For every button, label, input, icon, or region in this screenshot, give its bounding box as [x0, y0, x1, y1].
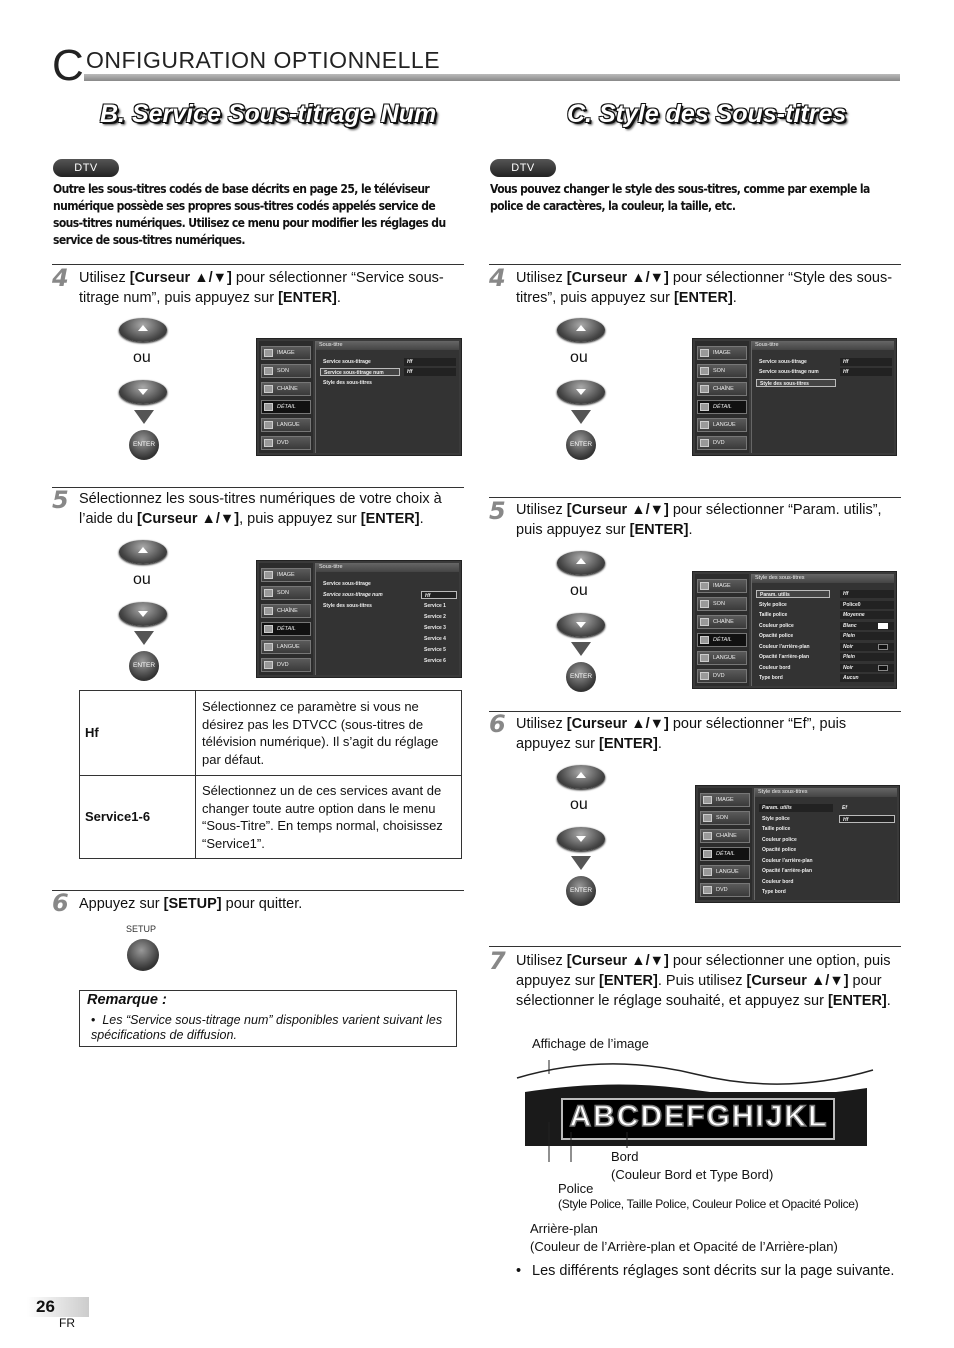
arrow-down-icon [571, 642, 591, 656]
or-label: ou [133, 571, 151, 588]
section-title-left: B. Service Sous-titrage Num [100, 100, 437, 128]
enter-button: ENTER [566, 662, 596, 692]
or-label: ou [570, 582, 588, 599]
step-text: Utilisez [Curseur ▲/▼] pour sélectionner “Style des sous-titres”, puis appuyez sur [ENTER]. [516, 270, 893, 306]
enter-button: ENTER [566, 430, 596, 460]
edge-label: Bord (Couleur Bord et Type Bord) [611, 1149, 774, 1182]
step-text: Utilisez [Curseur ▲/▼] pour sélectionner “Ef”, puis appuyez sur [ENTER]. [516, 716, 847, 752]
enter-button: ENTER [129, 651, 159, 681]
header-rule [84, 74, 900, 81]
menu-screenshot: IMAGE SON CHAÎNE DÉTAIL LANGUE DVD Style des sous-titres Param. utilis Style police Taille police Couleur police Opacité police Couleur l’arrière-plan Opacité l’arrière-plan Couleur bord Type bord Hf Police0 Moyenne Blanc Plein Noir Plein Noir Aucun [692, 571, 897, 689]
arrow-down-icon [571, 856, 591, 870]
color-swatch [878, 623, 888, 629]
remark-box [79, 990, 457, 1047]
table-key: Service1-6 [80, 776, 196, 859]
bullet-note: • Les différents réglages sont décrits sur la page suivante. [516, 1263, 895, 1279]
divider [52, 264, 464, 265]
cursor-down-button [119, 602, 167, 626]
divider [489, 711, 901, 712]
or-label: ou [570, 796, 588, 813]
divider [489, 946, 901, 947]
font-label: Police [558, 1181, 594, 1196]
cursor-up-button [557, 551, 605, 575]
dtv-badge-right: DTV [490, 159, 556, 177]
arrow-down-icon [134, 631, 154, 645]
arrow-down-icon [134, 410, 154, 424]
menu-screenshot: IMAGE SON CHAÎNE DÉTAIL LANGUE DVD Sous-titre Service sous-titrage Service sous-titrage num Style des sous-titres Hf Service 1 Service 2 Service 3 Service 4 Service 5 Service 6 [256, 560, 462, 678]
step-text: Utilisez [Curseur ▲/▼] pour sélectionner une option, puis appuyez sur [ENTER]. Puis utilisez [Curseur ▲/▼] pour sélectionner le réglage souhaité, et appuyez sur [ENTER]. [516, 953, 891, 1009]
intro-right: Vous pouvez changer le style des sous-titres, comme par exemple la police de caractères, la couleur, la taille, etc. [490, 181, 870, 213]
cursor-up-button [119, 318, 167, 342]
cursor-up-button [557, 765, 605, 789]
language-code: FR [59, 1316, 75, 1330]
options-table [79, 690, 462, 859]
divider [52, 487, 464, 488]
table-key: Hf [80, 691, 196, 776]
header-title: ONFIGURATION OPTIONNELLE [86, 47, 441, 73]
or-label: ou [570, 349, 588, 366]
step-text: Appuyez sur [SETUP] pour quitter. [79, 896, 303, 912]
step-number: 6 [52, 889, 69, 917]
background-label: Arrière-plan (Couleur de l’Arrière-plan et Opacité de l’Arrière-plan) [530, 1221, 838, 1254]
image-display-label: Affichage de l’image [532, 1036, 649, 1051]
color-swatch [878, 644, 888, 650]
arrow-down-icon [571, 410, 591, 424]
setup-label: SETUP [126, 924, 157, 934]
step-number: 5 [52, 486, 69, 514]
or-label: ou [133, 349, 151, 366]
setup-button [127, 939, 159, 971]
sample-caption-text: ABCDEFGHIJKL [569, 1100, 829, 1133]
table-value: Sélectionnez un de ces services avant de changer toute autre option dans le menu “Sous-Titre”. En temps normal, choisissez “Service1”. [196, 776, 462, 859]
divider [489, 264, 901, 265]
step-number: 7 [489, 947, 506, 975]
step-number: 6 [489, 710, 506, 738]
menu-screenshot: IMAGE SON CHAÎNE DÉTAIL LANGUE DVD Style des sous-titres Param. utilis Style police Taille police Couleur police Opacité police Couleur l’arrière-plan Opacité l’arrière-plan Couleur bord Type bord Ef Hf [695, 785, 900, 903]
cursor-down-button [557, 380, 605, 404]
menu-screenshot: IMAGE SON CHAÎNE DÉTAIL LANGUE DVD Sous-titre Service sous-titrage Service sous-titrage num Style des sous-titres Hf Hf [256, 338, 462, 456]
intro-left: Outre les sous-titres codés de base décrits en page 25, le téléviseur numérique possède ses propres sous-titres codés appelés service de sous-titres numériques. Utilisez ce menu pour modifier les réglages du service de sous-titres numériques. [53, 181, 446, 247]
enter-button: ENTER [129, 430, 159, 460]
font-sub-label: (Style Police, Taille Police, Couleur Police et Opacité Police) [558, 1197, 859, 1211]
step-text: Sélectionnez les sous-titres numériques de votre choix à l’aide du [Curseur ▲/▼], puis appuyez sur [ENTER]. [79, 491, 442, 527]
page-number: 26 [0, 1297, 89, 1317]
cursor-down-button [557, 613, 605, 637]
color-swatch [878, 665, 888, 671]
remark-title: Remarque : [87, 992, 167, 1008]
cursor-down-button [557, 827, 605, 851]
step-text: Utilisez [Curseur ▲/▼] pour sélectionner “Service sous-titrage num”, puis appuyez sur [ENTER]. [79, 270, 444, 306]
remark-text: • Les “Service sous-titrage num” disponibles varient suivant les spécifications de diffusion. [91, 1013, 443, 1042]
step-number: 5 [489, 497, 506, 525]
step-text: Utilisez [Curseur ▲/▼] pour sélectionner “Param. utilis”, puis appuyez sur [ENTER]. [516, 502, 882, 538]
step-number: 4 [489, 264, 506, 292]
step-number: 4 [52, 264, 69, 292]
enter-button: ENTER [566, 876, 596, 906]
divider [52, 890, 464, 891]
cursor-up-button [119, 540, 167, 564]
divider [489, 497, 901, 498]
header-initial: C [52, 41, 84, 90]
table-value: Sélectionnez ce paramètre si vous ne désirez pas les DTVCC (sous-titres de télévision numérique). Il s’agit du réglage par défaut. [196, 691, 462, 776]
dtv-badge-left: DTV [53, 159, 119, 177]
menu-screenshot: IMAGE SON CHAÎNE DÉTAIL LANGUE DVD Sous-titre Service sous-titrage Service sous-titrage num Style des sous-titres Hf Hf [692, 338, 897, 456]
section-title-right: C. Style des Sous-titres [567, 100, 847, 128]
cursor-up-button [557, 318, 605, 342]
cursor-down-button [119, 380, 167, 404]
